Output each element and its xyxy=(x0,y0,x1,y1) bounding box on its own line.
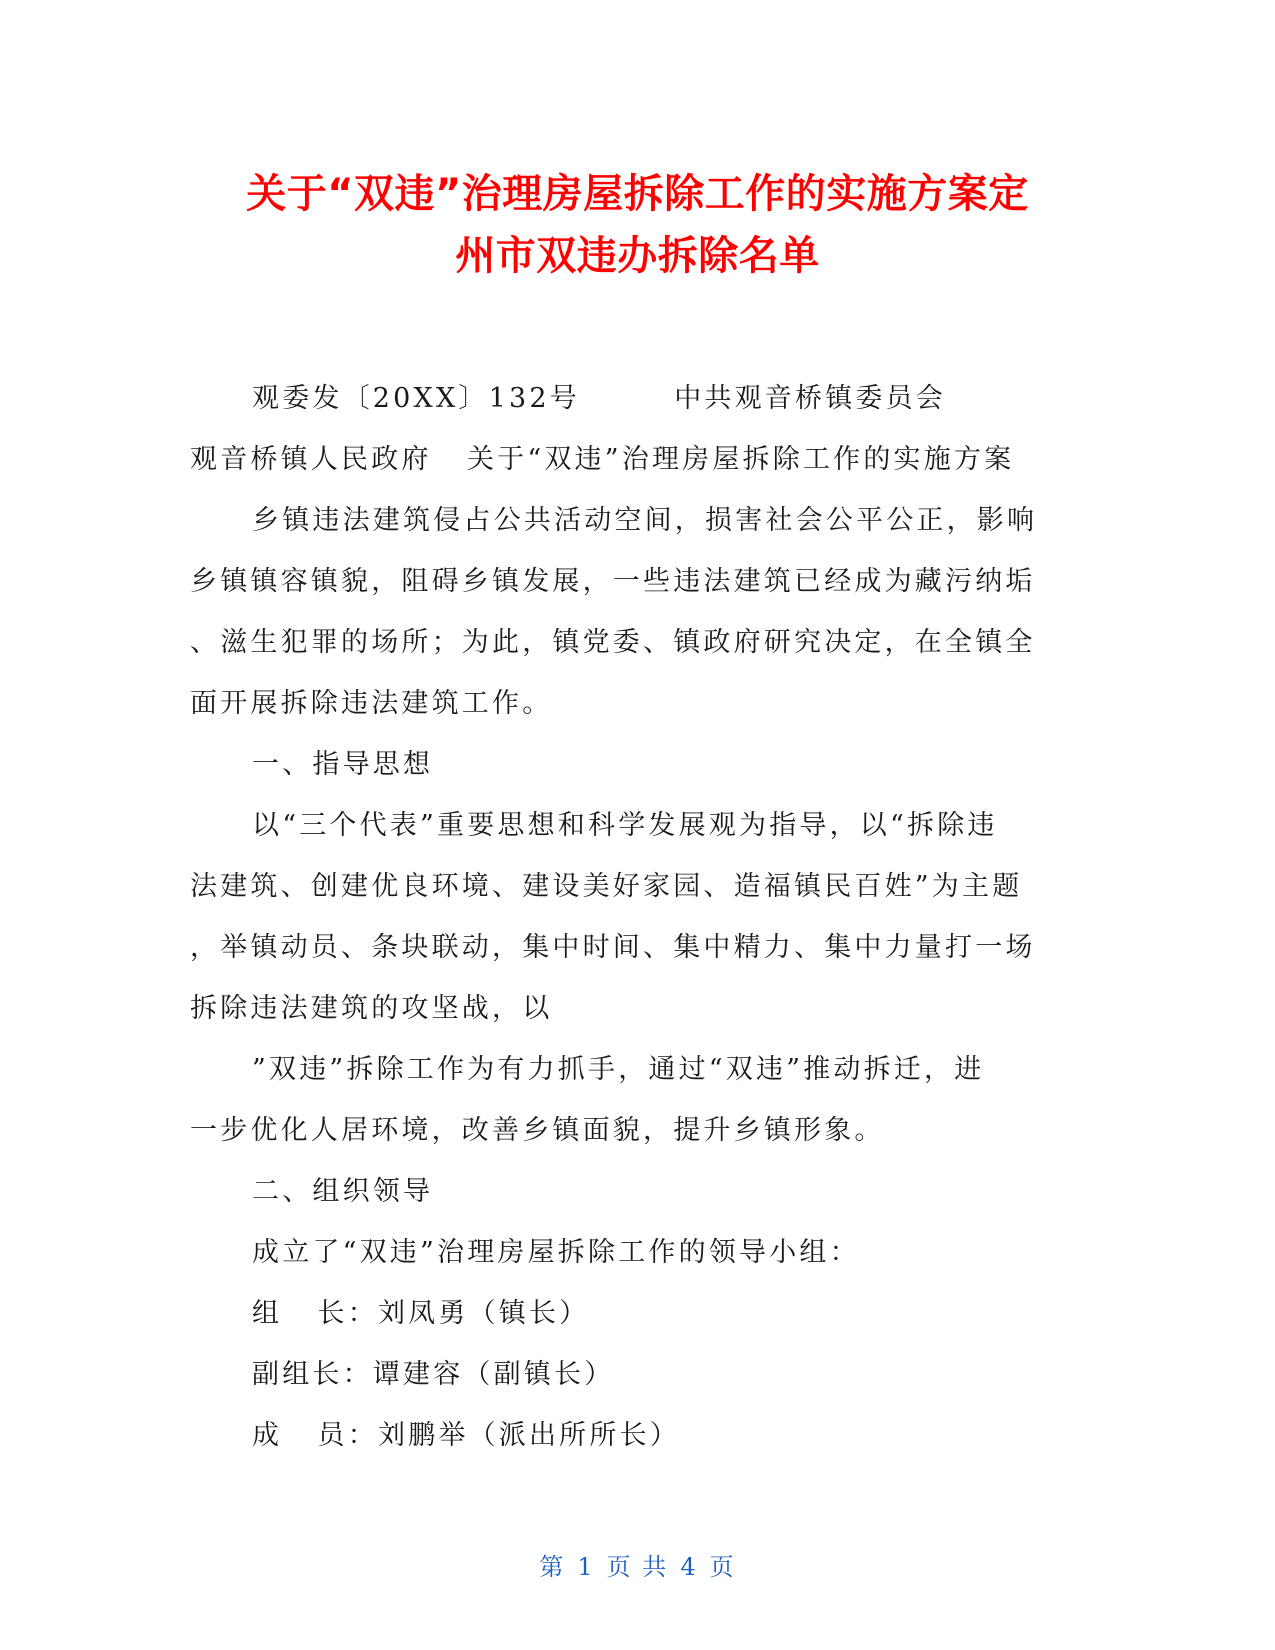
paragraph-line: 成立了“双违”治理房屋拆除工作的领导小组： xyxy=(252,1237,860,1268)
document-title xyxy=(150,163,1125,287)
paragraph-line: ，举镇动员、条块联动，集中时间、集中精力、集中力量打一场 xyxy=(190,932,1036,963)
document-body xyxy=(190,368,1070,1466)
issuer-line: 观音桥镇人民政府 关于“双违”治理房屋拆除工作的实施方案 xyxy=(190,444,1015,475)
page-suffix: 页 xyxy=(709,1553,736,1581)
doc-number-line: 观委发〔20XX〕132号 中共观音桥镇委员会 xyxy=(252,383,946,414)
member-line: 成 员：刘鹏举（派出所所长） xyxy=(252,1420,680,1451)
page-mid: 页 共 xyxy=(606,1553,669,1581)
deputy-leader-line: 副组长：谭建容（副镇长） xyxy=(252,1359,615,1390)
paragraph-line: 面开展拆除违法建筑工作。 xyxy=(190,688,553,719)
title-line-1: 关于“双违”治理房屋拆除工作的实施方案定 xyxy=(246,171,1029,217)
page-footer xyxy=(0,1547,1275,1582)
paragraph-line: 、滋生犯罪的场所；为此，镇党委、镇政府研究决定，在全镇全 xyxy=(190,627,1036,658)
page-prefix: 第 xyxy=(539,1553,566,1581)
paragraph-line: 乡镇违法建筑侵占公共活动空间，损害社会公平公正，影响 xyxy=(252,505,1038,536)
paragraph-line: 乡镇镇容镇貌，阻碍乡镇发展，一些违法建筑已经成为藏污纳垢 xyxy=(190,566,1036,597)
section-heading-guiding: 一、指导思想 xyxy=(252,749,434,780)
section-heading-organization: 二、组织领导 xyxy=(252,1176,434,1207)
page-current: 1 xyxy=(577,1553,595,1581)
page-total: 4 xyxy=(680,1553,698,1581)
paragraph-line: 法建筑、创建优良环境、建设美好家园、造福镇民百姓”为主题 xyxy=(190,871,1023,902)
title-line-2: 州市双违办拆除名单 xyxy=(455,233,820,279)
paragraph-line: 拆除违法建筑的攻坚战，以 xyxy=(190,993,553,1024)
paragraph-line: ”双违”拆除工作为有力抓手，通过“双违”推动拆迁，进 xyxy=(252,1054,985,1085)
paragraph-line: 以“三个代表”重要思想和科学发展观为指导，以“拆除违 xyxy=(252,810,998,841)
paragraph-line: 一步优化人居环境，改善乡镇面貌，提升乡镇形象。 xyxy=(190,1115,885,1146)
leader-line: 组 长：刘凤勇（镇长） xyxy=(252,1298,590,1329)
